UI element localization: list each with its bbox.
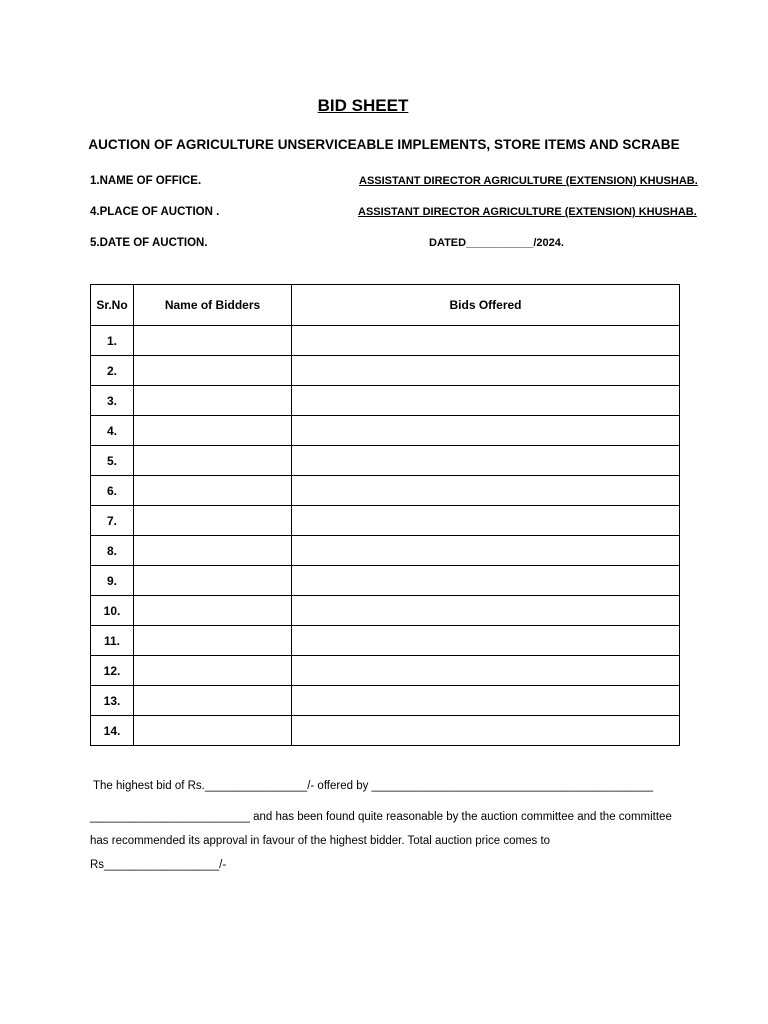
row-sr-no: 6. — [91, 476, 134, 506]
bid-offered-cell[interactable] — [292, 686, 680, 716]
bidder-name-cell[interactable] — [134, 596, 292, 626]
header-sr-no: Sr.No — [91, 285, 134, 326]
row-sr-no: 10. — [91, 596, 134, 626]
bid-offered-cell[interactable] — [292, 326, 680, 356]
row-sr-no: 3. — [91, 386, 134, 416]
header-bidder-name: Name of Bidders — [134, 285, 292, 326]
bidder-name-cell[interactable] — [134, 716, 292, 746]
bid-offered-cell[interactable] — [292, 596, 680, 626]
office-name-value: ASSISTANT DIRECTOR AGRICULTURE (EXTENSION) KHUSHAB. — [359, 175, 698, 187]
bidder-name-cell[interactable] — [134, 416, 292, 446]
table-row — [91, 416, 680, 446]
bid-offered-cell[interactable] — [292, 386, 680, 416]
bid-offered-cell[interactable] — [292, 416, 680, 446]
bidder-name-cell[interactable] — [134, 386, 292, 416]
row-sr-no: 14. — [91, 716, 134, 746]
bid-offered-cell[interactable] — [292, 566, 680, 596]
table-row — [91, 686, 680, 716]
table-row — [91, 566, 680, 596]
row-sr-no: 13. — [91, 686, 134, 716]
bidder-name-cell[interactable] — [134, 506, 292, 536]
table-row — [91, 596, 680, 626]
row-sr-no: 2. — [91, 356, 134, 386]
bid-offered-cell[interactable] — [292, 506, 680, 536]
row-sr-no: 5. — [91, 446, 134, 476]
bid-offered-cell[interactable] — [292, 716, 680, 746]
bidder-name-cell[interactable] — [134, 356, 292, 386]
bid-offered-cell[interactable] — [292, 656, 680, 686]
table-row — [91, 716, 680, 746]
table-row — [91, 626, 680, 656]
bidder-name-cell[interactable] — [134, 446, 292, 476]
auction-date-label: 5.DATE OF AUCTION. — [90, 237, 208, 249]
bidder-name-cell[interactable] — [134, 536, 292, 566]
table-row — [91, 386, 680, 416]
row-sr-no: 12. — [91, 656, 134, 686]
bidder-name-cell[interactable] — [134, 686, 292, 716]
bid-offered-cell[interactable] — [292, 626, 680, 656]
bidder-name-cell[interactable] — [134, 476, 292, 506]
table-row — [91, 476, 680, 506]
row-sr-no: 4. — [91, 416, 134, 446]
auction-place-value: ASSISTANT DIRECTOR AGRICULTURE (EXTENSION) KHUSHAB. — [358, 206, 697, 218]
table-row — [91, 326, 680, 356]
row-sr-no: 11. — [91, 626, 134, 656]
auction-place-label: 4.PLACE OF AUCTION . — [90, 206, 220, 218]
auction-date-value: DATED___________/2024. — [429, 237, 564, 249]
paragraph-line-3: has recommended its approval in favour of the highest bidder. Total auction price comes to — [90, 835, 551, 847]
paragraph-line-2: _________________________ and has been found quite reasonable by the auction committee and the committee — [90, 811, 672, 823]
row-sr-no: 8. — [91, 536, 134, 566]
bidder-name-cell[interactable] — [134, 326, 292, 356]
table-row — [91, 536, 680, 566]
table-row — [91, 656, 680, 686]
bid-offered-cell[interactable] — [292, 536, 680, 566]
paragraph-line-4: Rs__________________/- — [90, 859, 227, 871]
row-sr-no: 7. — [91, 506, 134, 536]
page-title: BID SHEET — [317, 96, 409, 115]
office-name-label: 1.NAME OF OFFICE. — [90, 175, 202, 187]
header-bids-offered: Bids Offered — [292, 285, 680, 326]
table-row — [91, 446, 680, 476]
row-sr-no: 1. — [91, 326, 134, 356]
table-row — [91, 506, 680, 536]
bid-offered-cell[interactable] — [292, 446, 680, 476]
page-subtitle: AUCTION OF AGRICULTURE UNSERVICEABLE IMPLEMENTS, STORE ITEMS AND SCRABE — [88, 137, 680, 152]
bid-offered-cell[interactable] — [292, 356, 680, 386]
table-header-row — [91, 285, 680, 326]
paragraph-line-1: The highest bid of Rs.________________/- offered by ____________________________________________ — [93, 780, 653, 792]
row-sr-no: 9. — [91, 566, 134, 596]
bidder-name-cell[interactable] — [134, 566, 292, 596]
bids-table — [90, 284, 680, 746]
bidder-name-cell[interactable] — [134, 626, 292, 656]
bidder-name-cell[interactable] — [134, 656, 292, 686]
bid-offered-cell[interactable] — [292, 476, 680, 506]
table-row — [91, 356, 680, 386]
